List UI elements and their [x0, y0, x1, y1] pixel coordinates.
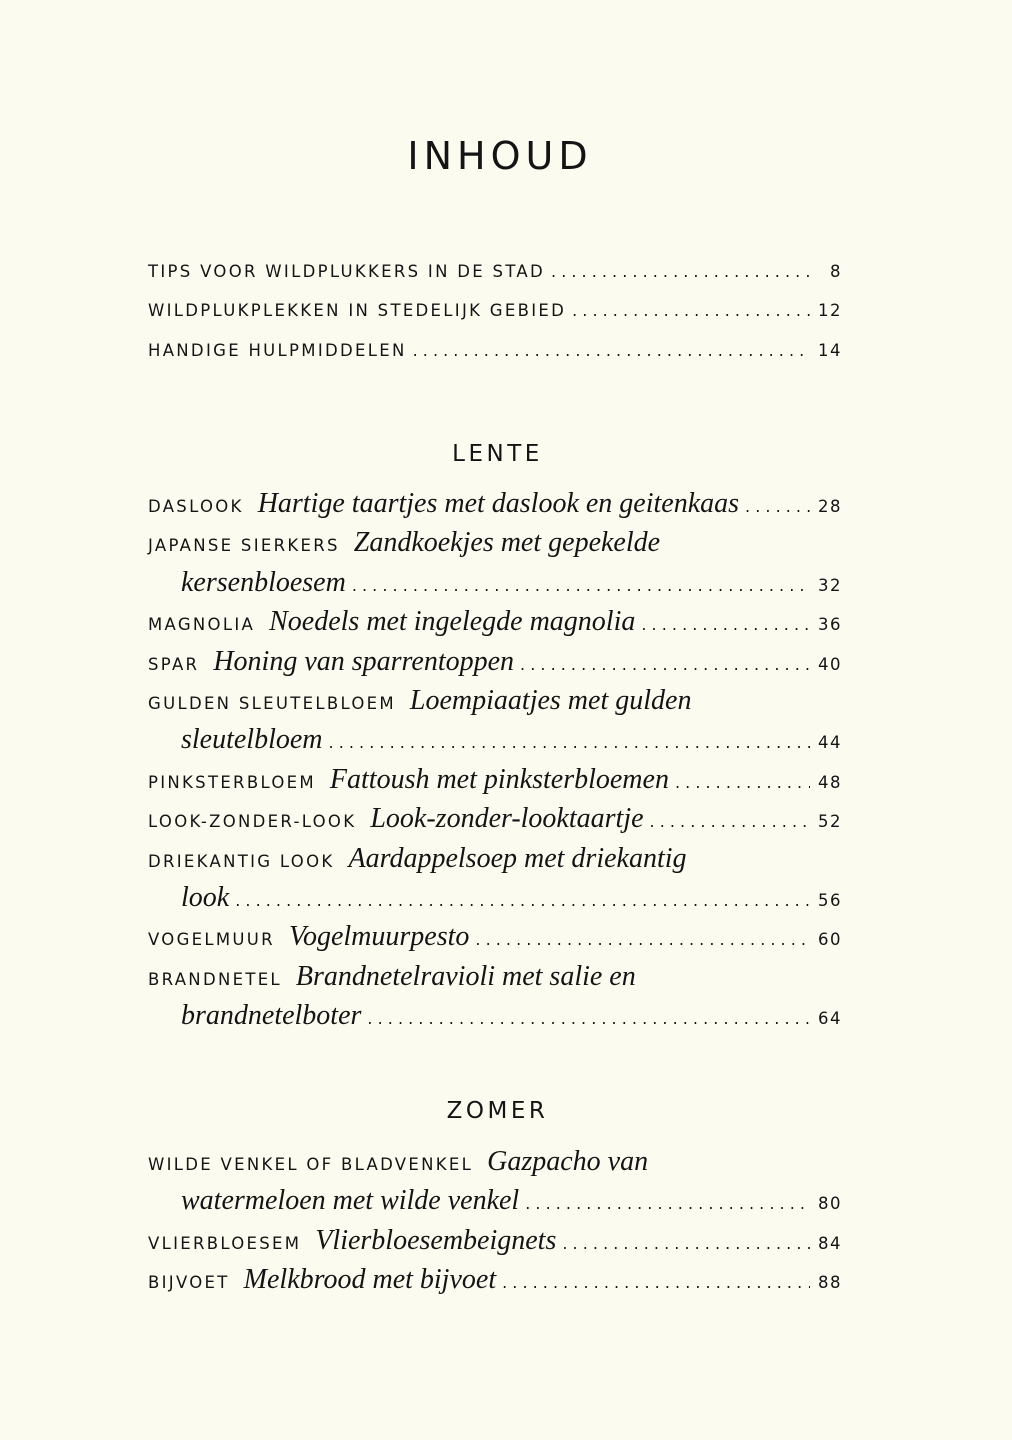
toc-entry[interactable] — [148, 921, 842, 960]
recipe-title: Fattoush met pinksterbloemen — [329, 763, 669, 795]
dot-leader — [525, 1194, 810, 1213]
dot-leader — [413, 341, 810, 360]
plant-name: PINKSTERBLOEM — [148, 772, 316, 792]
toc-entry[interactable] — [148, 1225, 842, 1264]
toc-entry-continuation[interactable] — [148, 882, 842, 921]
plant-name: GULDEN SLEUTELBLOEM — [148, 693, 396, 713]
page-title: INHOUD — [407, 134, 593, 178]
toc-entry[interactable] — [148, 764, 842, 803]
dot-leader — [352, 576, 810, 595]
dot-leader — [475, 930, 810, 949]
page-number: 44 — [818, 733, 842, 753]
toc-entry[interactable] — [148, 803, 842, 842]
entry-label: WILDPLUKPLEKKEN IN STEDELIJK GEBIED — [148, 301, 567, 321]
plant-name: WILDE VENKEL OF BLADVENKEL — [148, 1155, 474, 1174]
plant-name: SPAR — [148, 654, 200, 674]
recipe-title: Look-zonder-looktaartje — [370, 803, 644, 835]
recipe-title: Gazpacho van — [487, 1146, 649, 1177]
toc-entry[interactable] — [148, 685, 842, 724]
plant-name: DRIEKANTIG LOOK — [148, 851, 335, 871]
page-number: 14 — [818, 340, 842, 360]
recipe-title-cont: watermeloen met wilde venkel — [181, 1185, 520, 1217]
toc-entry[interactable] — [148, 341, 842, 380]
section-heading-zomer: ZOMER — [446, 1098, 549, 1124]
toc-entry-continuation[interactable] — [148, 1000, 842, 1039]
recipe-title: Loempiaatjes met gulden — [409, 684, 692, 716]
page-number: 56 — [818, 890, 842, 910]
dot-leader — [650, 812, 810, 831]
plant-name: JAPANSE SIERKERS — [148, 536, 340, 556]
recipe-title: Vlierbloesembeignets — [315, 1224, 557, 1256]
toc-entry[interactable] — [148, 527, 842, 566]
page-number: 32 — [818, 575, 842, 595]
toc-entry[interactable] — [148, 301, 842, 340]
plant-name: DASLOOK — [148, 497, 244, 516]
recipe-title: Melkbrood met bijvoet — [243, 1264, 497, 1296]
entry-label: HANDIGE HULPMIDDELEN — [148, 340, 407, 360]
toc-entry[interactable] — [148, 488, 842, 527]
intro-list — [148, 262, 842, 380]
plant-name: BRANDNETEL — [148, 969, 282, 989]
dot-leader — [562, 1234, 810, 1253]
toc-entry[interactable] — [148, 262, 842, 301]
section-zomer — [148, 1146, 842, 1304]
dot-leader — [551, 262, 810, 281]
page-number: 84 — [818, 1233, 842, 1253]
plant-name: BIJVOET — [148, 1273, 230, 1293]
dot-leader — [520, 655, 810, 674]
dot-leader — [502, 1273, 810, 1292]
recipe-title-cont: brandnetelboter — [181, 1000, 362, 1032]
recipe-title-cont: look — [181, 881, 230, 913]
recipe-title: Zandkoekjes met gepekelde — [353, 527, 661, 559]
page-number: 28 — [818, 497, 842, 516]
toc-entry[interactable] — [148, 646, 842, 685]
toc-entry-continuation[interactable] — [148, 724, 842, 763]
page-number: 40 — [818, 654, 842, 674]
recipe-title: Brandnetelravioli met salie en — [295, 960, 636, 992]
page-number: 48 — [818, 772, 842, 792]
dot-leader — [367, 1009, 810, 1028]
page-number: 36 — [818, 615, 842, 635]
toc-entry-continuation[interactable] — [148, 1185, 842, 1224]
plant-name: VLIERBLOESEM — [148, 1233, 302, 1253]
dot-leader — [329, 733, 810, 752]
section-lente — [148, 488, 842, 1039]
page-number: 52 — [818, 812, 842, 832]
page-number: 88 — [818, 1273, 842, 1293]
recipe-title-cont: kersenbloesem — [181, 566, 346, 598]
section-heading-lente: LENTE — [452, 441, 543, 467]
toc-entry-continuation[interactable] — [148, 567, 842, 606]
recipe-title: Noedels met ingelegde magnolia — [269, 606, 636, 638]
recipe-title: Vogelmuurpesto — [288, 921, 470, 953]
recipe-title: Honing van sparrentoppen — [213, 645, 515, 677]
page-number: 80 — [818, 1194, 842, 1214]
page-number: 60 — [818, 930, 842, 950]
dot-leader — [745, 497, 810, 516]
recipe-title: Aardappelsoep met driekantig — [348, 842, 687, 874]
dot-leader — [235, 891, 810, 910]
plant-name: VOGELMUUR — [148, 930, 275, 950]
plant-name: LOOK-ZONDER-LOOK — [148, 812, 357, 832]
dot-leader — [641, 615, 810, 634]
entry-label: TIPS VOOR WILDPLUKKERS IN DE STAD — [148, 262, 546, 281]
page-number: 12 — [818, 301, 842, 321]
toc-entry[interactable] — [148, 1264, 842, 1303]
recipe-title: Hartige taartjes met daslook en geitenkaas — [257, 488, 740, 519]
recipe-title-cont: sleutelbloem — [181, 724, 323, 756]
page-number: 8 — [830, 262, 842, 281]
plant-name: MAGNOLIA — [148, 615, 256, 635]
toc-entry[interactable] — [148, 1146, 842, 1185]
dot-leader — [675, 773, 810, 792]
page-number: 64 — [818, 1009, 842, 1029]
toc-entry[interactable] — [148, 843, 842, 882]
toc-entry[interactable] — [148, 961, 842, 1000]
toc-entry[interactable] — [148, 606, 842, 645]
dot-leader — [572, 301, 810, 320]
